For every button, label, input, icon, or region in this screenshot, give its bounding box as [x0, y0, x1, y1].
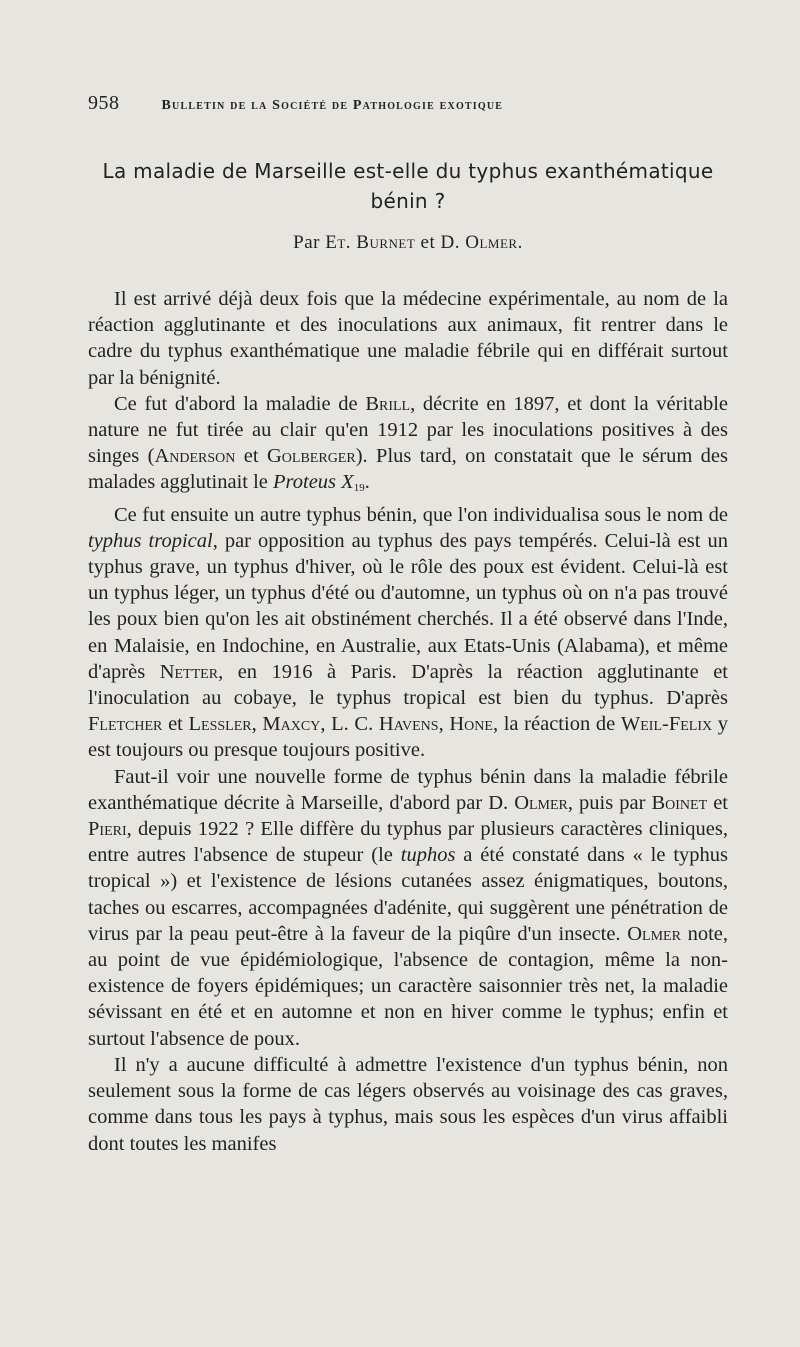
paragraph-1: Il est arrivé déjà deux fois que la médecine expérimentale, au nom de la réaction agglutinante et des inoculations aux animaux, fit rentrer dans le cadre du typhus exanthématique une maladie fébrile qui en différait surtout par la bénignité. [88, 288, 728, 389]
name-anderson: Anderson [154, 445, 236, 468]
page-header [88, 92, 728, 115]
article-title [88, 156, 728, 216]
title-line-2: bénin ? [370, 189, 446, 213]
author-burnet: Et. Burnet [325, 232, 416, 253]
paragraph-5: Il n'y a aucune difficulté à admettre l'existence d'un typhus bénin, non seulement sous la forme de cas légers observés au voisinage des cas graves, comme dans tous les pays à typhus, mais sous les espèces d'un virus affaibli dont toutes les manifes [88, 1053, 728, 1155]
running-head: Bulletin de la Société de Pathologie exotique [161, 98, 504, 113]
name-olmer: Olmer [514, 791, 568, 814]
author-olmer: D. Olmer. [440, 232, 523, 253]
title-line-1: La maladie de Marseille est-elle du typhus exanthématique [102, 159, 714, 183]
name-havens: Havens [378, 713, 439, 736]
name-lessler: Lessler [188, 713, 252, 736]
article-body [88, 286, 728, 1157]
paragraph-4: Faut-il voir une nouvelle forme de typhus bénin dans la maladie fébrile exanthématique décrite à Marseille, d'abord par D. Olmer, puis par Boinet et Pieri, depuis 1922 ? Elle diffère du typhus par plusieurs caractères cliniques, entre autres l'absence de stupeur (le tuphos a été constaté dans « le typhus tropical ») et l'existence de lésions cutanées assez énigmatiques, boutons, taches ou escarres, accompagnées d'adénite, qui suggèrent une pénétration de virus par la peau peut-être à la faveur de la piqûre d'un insecte. Olmer note, au point de vue épidémiologique, l'absence de contagion, même la non-existence de foyers épidémiques; un caractère saisonnier très net, la maladie sévissant en été et en automne et non en hiver comme le typhus; enfin et surtout l'absence de poux. [88, 765, 729, 1050]
byline-conjunction: et [420, 232, 436, 253]
name-olmer-2: Olmer [627, 922, 681, 945]
name-weil-felix: Weil-Felix [620, 713, 713, 736]
name-maxcy: Maxcy [262, 713, 321, 736]
name-boinet: Boinet [651, 791, 708, 814]
name-brill: Brill [365, 392, 411, 415]
name-pieri: Pieri [88, 818, 127, 841]
paragraph-2: Ce fut d'abord la maladie de Brill, décrite en 1897, et dont la véritable nature ne fut tirée au clair qu'en 1912 par les inoculations positives à des singes (Anderson et Golberger). Plus tard, on constatait que le sérum des malades agglutinait le Proteus $X_{19}$. [88, 392, 729, 495]
byline [88, 232, 728, 254]
term-typhus-tropical: typhus tropical [88, 529, 213, 552]
term-tuphos: tuphos [400, 844, 456, 867]
name-golberger: Golberger [267, 445, 356, 468]
paragraph-3: Ce fut ensuite un autre typhus bénin, que l'on individualisa sous le nom de typhus tropical, par opposition au typhus des pays tempérés. Celui-là est un typhus grave, un typhus d'hiver, où le rôle des poux est évident. Celui-là est un typhus léger, un typhus d'été ou d'automne, un typhus où on n'a pas trouvé les poux bien qu'on les ait obstinément cherchés. Il a été observé dans l'Inde, en Malaisie, en Indochine, en Australie, aux Etats-Unis (Alabama), et même d'après Netter, en 1916 à Paris. D'après la réaction agglutinante et l'inoculation au cobaye, le typhus tropical est bien du typhus. D'après Fletcher et Lessler, Maxcy, L. C. Havens, Hone, la réaction de Weil-Felix y est toujours ou presque toujours positive. [88, 503, 729, 762]
name-hone: Hone [449, 713, 493, 736]
term-proteus: Proteus X [273, 471, 354, 494]
name-netter: Netter [159, 660, 219, 683]
byline-prefix: Par [293, 232, 320, 253]
name-fletcher: Fletcher [88, 713, 163, 736]
page-number: 958 [88, 92, 120, 114]
proteus-subscript: 19 [353, 482, 365, 495]
